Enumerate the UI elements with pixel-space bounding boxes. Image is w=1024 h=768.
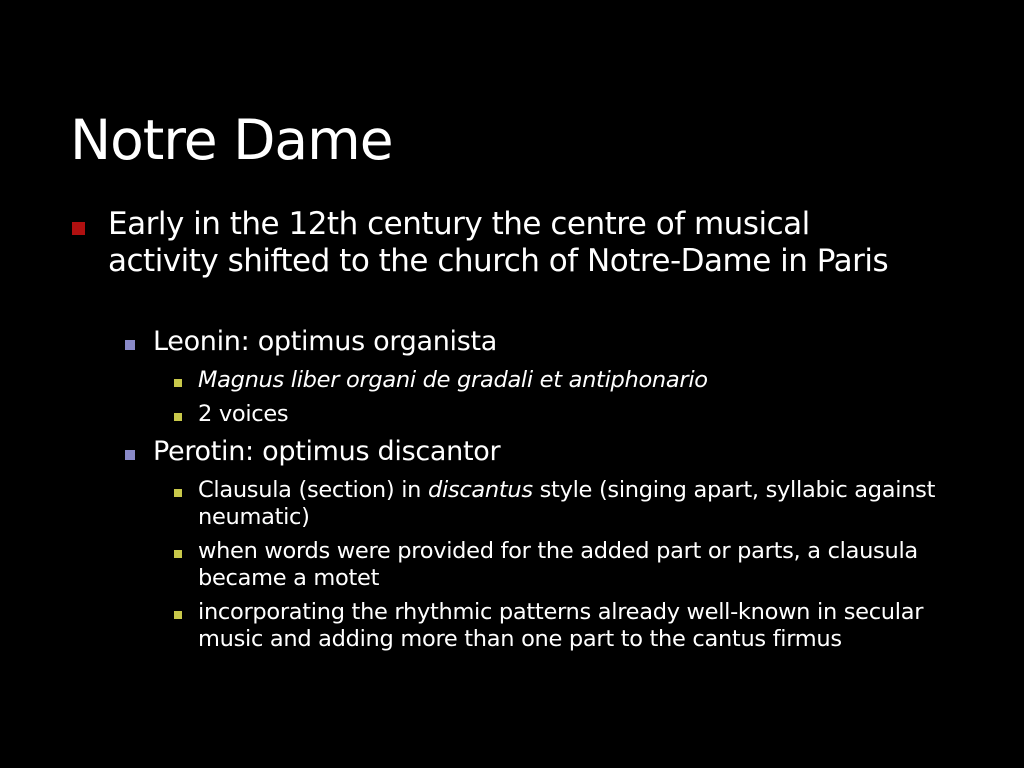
clausula-text-italic: discantus xyxy=(428,477,533,503)
bullet-level1-notre-dame xyxy=(108,206,908,280)
bullet-text-clausula xyxy=(198,477,935,530)
square-bullet-icon xyxy=(125,340,135,350)
bullet-level2-leonin xyxy=(153,326,913,358)
square-bullet-icon xyxy=(72,222,85,235)
bullet-text: 2 voices xyxy=(198,401,289,427)
bullet-level3-clausula xyxy=(198,477,958,531)
bullet-level2-perotin xyxy=(153,436,913,468)
bullet-level3-rhythmic-patterns xyxy=(198,599,958,653)
square-bullet-icon xyxy=(174,489,182,497)
clausula-text-after: style (singing apart, syllabic against neumatic) xyxy=(198,477,936,530)
bullet-level3-motet xyxy=(198,538,958,592)
square-bullet-icon xyxy=(125,450,135,460)
bullet-text: Early in the 12th century the centre of musical activity shifted to the church of Notre-Dame in Paris xyxy=(108,206,889,279)
square-bullet-icon xyxy=(174,550,182,558)
clausula-text-before: Clausula (section) in xyxy=(198,477,428,503)
bullet-text: Perotin: optimus discantor xyxy=(153,436,501,467)
square-bullet-icon xyxy=(174,413,182,421)
bullet-text: Magnus liber organi de gradali et antiphonario xyxy=(198,367,708,393)
bullet-level3-two-voices xyxy=(198,401,958,428)
bullet-text: Leonin: optimus organista xyxy=(153,326,498,357)
square-bullet-icon xyxy=(174,611,182,619)
bullet-level3-magnus-liber xyxy=(198,367,958,394)
square-bullet-icon xyxy=(174,379,182,387)
bullet-text: incorporating the rhythmic patterns already well-known in secular music and adding more than one part to the cantus firmus xyxy=(198,599,924,652)
slide-title: Notre Dame xyxy=(70,108,393,172)
bullet-text: when words were provided for the added part or parts, a clausula became a motet xyxy=(198,538,918,591)
